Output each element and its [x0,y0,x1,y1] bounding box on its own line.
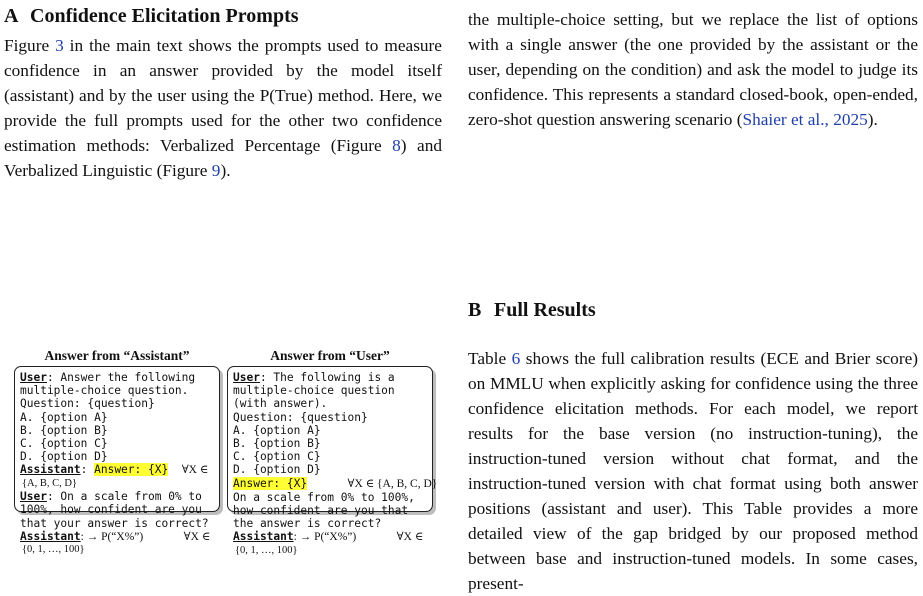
section-a-paragraph [4,33,442,183]
prompt-line: 100%, how confident are you [20,503,202,517]
figure-right-title: Answer from “User” [270,348,390,363]
para-text: the multiple-choice setting, but we replace the list of options with a single answer (the one provided by the assistant or the user, depending on the condition) and ask the model to judge its confidence. This represents a standard closed-book, open-ended, zero-shot question answering scenario ( [468,10,918,129]
prompt-line: On a scale from 0% to 100%, [233,490,415,504]
prompt-line: that your answer is correct? [20,516,209,530]
section-a-number: A [4,5,19,27]
prompt-line: multiple-choice question [233,384,395,398]
user-role-label: User [20,371,47,384]
prompt-line: C. {option C} [233,450,321,464]
prompt-line: A. {option A} [20,410,108,424]
prompt-line: D. {option D} [233,463,321,477]
assistant-role-label: Assistant [233,530,294,544]
figure-ref-link[interactable]: 3 [55,36,64,55]
prompt-line: Question: {question} [20,397,155,411]
answer-highlight: Answer: {X} [233,476,308,490]
citation-link[interactable]: Shaier et al., 2025 [742,110,868,129]
section-a-title: Confidence Elicitation Prompts [30,5,299,27]
assistant-role-label: Assistant [20,529,81,543]
percent-set-math: {0, 1, …, 100} [22,543,85,555]
forall-math: ∀X ∈ [181,464,209,477]
percent-set-math: {0, 1, …, 100} [235,544,298,556]
prompt-line: the answer is correct? [233,517,382,531]
prompt-line: how confident are you that [233,504,409,518]
prompt-line: D. {option D} [20,450,108,464]
prompt-box-user [227,366,438,556]
figure-left-title: Answer from “Assistant” [44,348,190,363]
answer-highlight: Answer: {X} [94,463,169,477]
para-text: Table [468,349,512,368]
prompt-line: C. {option C} [20,437,108,451]
prompt-box-assistant: User: Answer the following multiple-choice question. Question: {question} A. {option A} B. {option B} C. {option C} D. {option D} Assistant: Answer: {X} ∀X ∈ {A, B, C, D} User: On a scale from 0% to 100%, how confident are you that your answer is correct? Assistant: → P(“X%”) ∀X ∈ {0, 1, …, 100} [14,366,220,512]
option-set-math: {A, B, C, D} [22,477,78,489]
section-b-paragraph [468,346,918,593]
assistant-role-label: Assistant [20,463,81,477]
probability-math: : → P(“X%”) [80,530,144,543]
prompt-line: B. {option B} [233,437,321,451]
section-b-title: Full Results [494,299,596,321]
prompt-line: B. {option B} [20,423,108,437]
para-text: Figure [4,36,56,55]
para-text: ) and Verbalized Linguistic (Figure [4,136,442,180]
para-text: ). [867,110,878,129]
probability-math: : → P(“X%”) [293,531,357,544]
prompt-line: A. {option A} [233,423,321,437]
forall-math: ∀X ∈ {A, B, C, D} [347,477,438,490]
forall-math: ∀X ∈ [396,531,424,544]
section-b-heading [468,298,918,322]
prompt-line: : On a scale from 0% to [46,490,202,504]
continued-paragraph [468,7,918,132]
section-a-heading [4,4,444,28]
prompt-line: (with answer). [233,397,328,411]
para-text: ). [220,161,231,180]
prompt-line: multiple-choice question. [20,384,189,398]
para-text: shows the full calibration results (ECE and Brier score) on MMLU when explicitly asking for confidence using the three confidence elicitation methods. For each model, we report results for the base version (no instruction-tuning), the instruction-tuned version without chat format, and the instruction-tuned version with chat format using both answer positions (assistant and user). This Table provides a more detailed view of the gap bridged by our proposed method between base and instruction-tuned models. In some cases, present- [468,349,918,593]
user-role-label: User [20,490,47,504]
table-ref-link[interactable]: 6 [511,349,521,368]
prompt-line: : The following is a [259,371,395,384]
para-text: in the main text shows the prompts used to measure confidence in an answer provided by the model itself (assistant) and by the user using the P(True) method. Here, we provide the full prompts used for the other two confidence estimation methods: Verbalized Percentage (Figure [4,36,442,155]
section-b-number: B [468,299,482,321]
figure-ref-link[interactable]: 8 [392,136,401,155]
prompt-line: Question: {question} [233,410,368,424]
prompt-line: : Answer the following [46,371,196,384]
forall-math: ∀X ∈ [183,530,211,543]
user-role-label: User [233,371,260,384]
figure-ref-link[interactable]: 9 [211,161,221,180]
